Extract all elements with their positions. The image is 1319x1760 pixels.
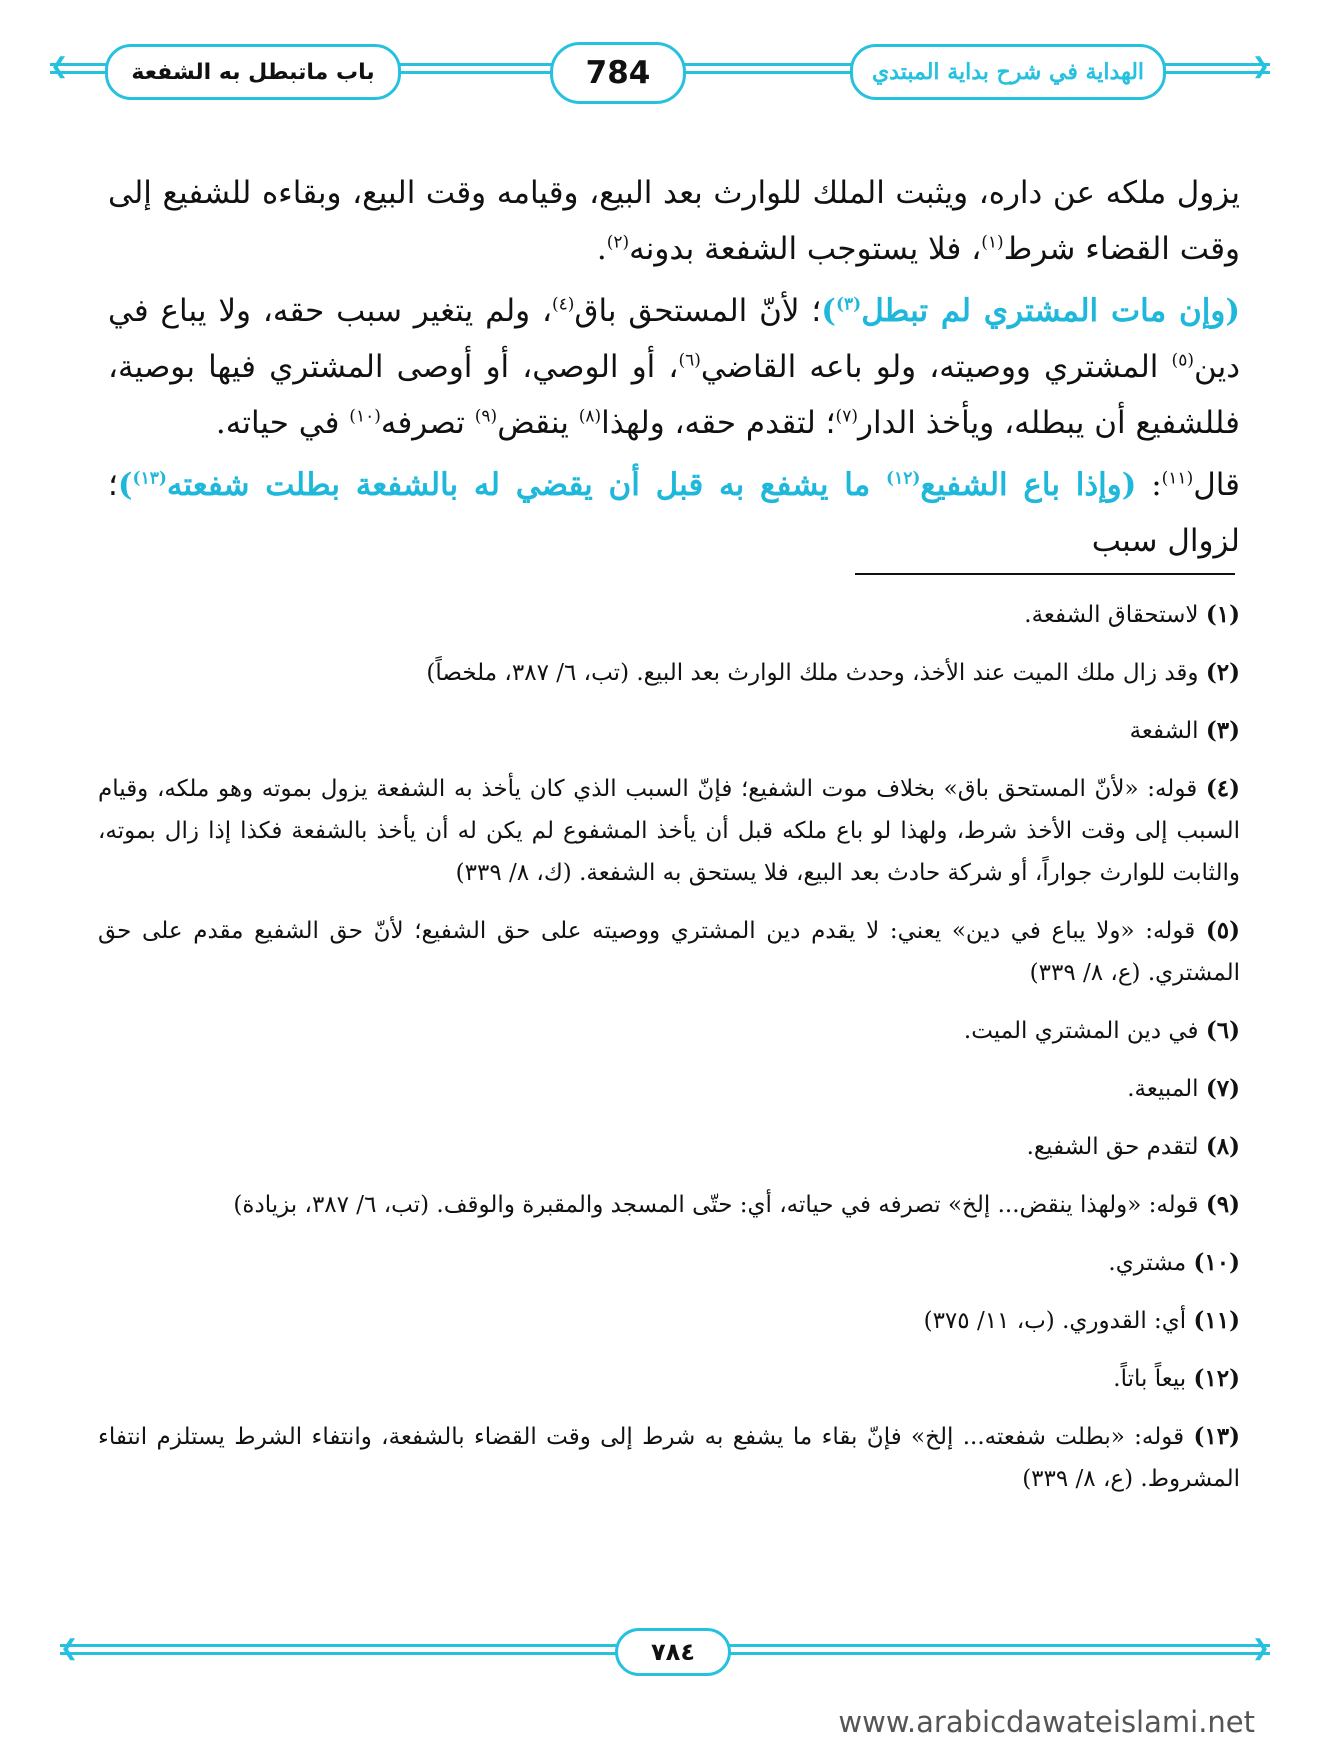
ornament-icon: ❮ xyxy=(60,1636,79,1661)
footnote-ref[interactable]: (١٣) xyxy=(132,468,167,489)
ornament-icon: ❮ xyxy=(50,54,69,79)
main-text xyxy=(108,165,1240,575)
chapter-title: باب ماتبطل به الشفعة xyxy=(131,59,375,85)
footnote-5: (٥) قوله: «ولا يباع في دين» يعني: لا يقدم دين المشتري ووصيته على حق الشفيع؛ لأنّ حق الشفيع مقدم على حق المشتري. (ع، ٨/ ٣٣٩) xyxy=(98,917,1240,986)
chapter-title-box xyxy=(105,44,401,100)
book-title-box xyxy=(850,44,1166,100)
footnote-8: (٨) لتقدم حق الشفيع. xyxy=(1026,1133,1240,1160)
footnote-12: (١٢) بيعاً باتاً. xyxy=(1113,1365,1240,1392)
footnote-7: (٧) المبيعة. xyxy=(1127,1075,1240,1102)
page-header xyxy=(50,42,1270,112)
footnote-ref[interactable]: (٥) xyxy=(1171,350,1194,371)
footnote-ref[interactable]: (١٠) xyxy=(349,406,381,427)
footnote-ref[interactable]: (١١) xyxy=(1161,468,1194,489)
page-footer xyxy=(60,1620,1270,1680)
footnotes xyxy=(98,594,1240,1516)
page-number-box xyxy=(550,42,686,104)
footnote-ref[interactable]: (١٢) xyxy=(886,468,921,489)
website-url[interactable]: www.arabicdawateislami.net xyxy=(838,1705,1255,1739)
footnote-ref[interactable]: (١) xyxy=(981,232,1004,253)
footnote-11: (١١) أي: القدوري. (ب، ١١/ ٣٧٥) xyxy=(923,1307,1240,1334)
ornament-icon: ❯ xyxy=(1251,54,1270,79)
footnote-4: (٤) قوله: «لأنّ المستحق باق» بخلاف موت الشفيع؛ فإنّ السبب الذي كان يأخذ به الشفعة يزول بموته وهو ملكه، وقيام السبب إلى وقت الأخذ شرط، ولهذا لو باع ملكه قبل أن يأخذ المشفوع لم يكن له أن يأخذ بالشفعة فكذا إذا زال بموته، والثابت للوارث جواراً، أو شركة حادث بعد البيع، فلا يستحق به الشفعة. (ك، ٨/ ٣٣٩) xyxy=(98,775,1241,886)
paragraph-1: يزول ملكه عن داره، ويثبت الملك للوارث بعد البيع، وقيامه وقت البيع، وبقاءه للشفيع إلى وقت القضاء شرط$^{(١)}$، فلا يستوجب الشفعة بدونه$^{(٢)}$. xyxy=(108,175,1240,267)
paragraph-3: قال$^{(١١)}$: (وإذا باع الشفيع$^{(١٢)}$ ما يشفع به قبل أن يقضي له بالشفعة بطلت شفعته$^{(١٣)}$)؛ لزوال سبب xyxy=(108,467,1240,559)
footnote-separator xyxy=(855,573,1235,575)
footnote-ref[interactable]: (٢) xyxy=(606,232,630,253)
footnote-ref[interactable]: (٩) xyxy=(474,406,498,427)
footnote-2: (٢) وقد زال ملك الميت عند الأخذ، وحدث ملك الوارث بعد البيع. (تب، ٦/ ٣٨٧، ملخصاً) xyxy=(426,659,1240,686)
matn-highlight: (وإذا باع الشفيع xyxy=(920,467,1137,503)
footnote-ref[interactable]: (٨) xyxy=(578,406,602,427)
footer-page-number: ٧٨٤ xyxy=(651,1638,695,1666)
footnote-6: (٦) في دين المشتري الميت. xyxy=(963,1017,1240,1044)
footnote-13: (١٣) قوله: «بطلت شفعته... إلخ» فإنّ بقاء ما يشفع به شرط إلى وقت القضاء بالشفعة، وانتفاء الشرط يستلزم انتفاء المشروط. (ع، ٨/ ٣٣٩) xyxy=(98,1423,1240,1492)
footnote-ref[interactable]: (٧) xyxy=(835,406,858,427)
footnote-3: (٣) الشفعة xyxy=(1129,717,1240,744)
footnote-ref[interactable]: (٣) xyxy=(835,294,862,315)
footnote-ref[interactable]: (٤) xyxy=(551,294,575,315)
footnote-9: (٩) قوله: «ولهذا ينقض... إلخ» تصرفه في حياته، أي: حتّى المسجد والمقبرة والوقف. (تب، ٦/ ٣٨٧، بزيادة) xyxy=(233,1191,1240,1218)
paragraph-2: (وإن مات المشتري لم تبطل$^{(٣)}$)؛ لأنّ المستحق باق$^{(٤)}$، ولم يتغير سبب حقه، ولا يباع في دين$^{(٥)}$ المشتري ووصيته، ولو باعه القاضي$^{(٦)}$، أو الوصي، أو أوصى المشتري فيها بوصية، فللشفيع أن يبطله، ويأخذ الدار$^{(٧)}$؛ لتقدم حقه، ولهذا$^{(٨)}$ ينقض$^{(٩)}$ تصرفه$^{(١٠)}$ في حياته. xyxy=(108,293,1240,441)
ornament-icon: ❯ xyxy=(1251,1636,1270,1661)
page-number: 784 xyxy=(585,55,651,91)
footnote-10: (١٠) مشتري. xyxy=(1108,1249,1240,1276)
footnote-1: (١) لاستحقاق الشفعة. xyxy=(1024,601,1240,628)
book-title: الهداية في شرح بداية المبتدي xyxy=(871,59,1145,85)
footer-page-box xyxy=(615,1628,731,1676)
matn-highlight: (وإن مات المشتري لم تبطل xyxy=(861,293,1240,329)
footnote-ref[interactable]: (٦) xyxy=(678,350,701,371)
